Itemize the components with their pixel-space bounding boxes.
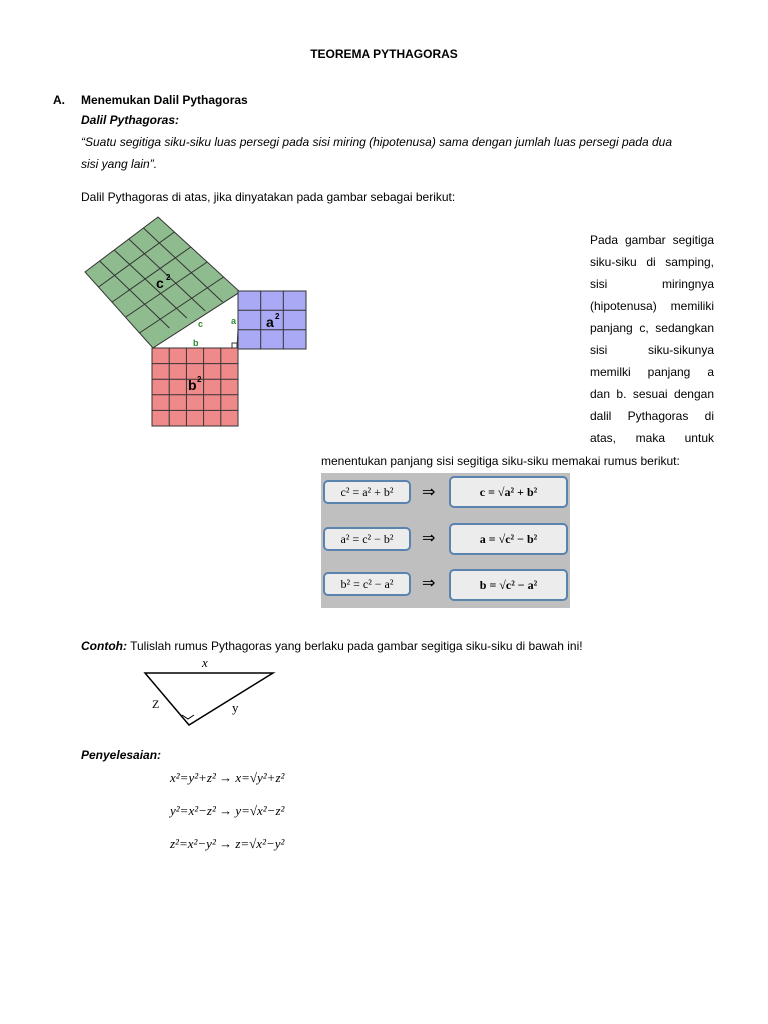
solution-equation-1: x²=y²+z² → x=√y²+z² xyxy=(170,770,285,785)
formula-left-3: b² = c² − a² xyxy=(323,572,411,596)
label-b2: b xyxy=(188,377,197,393)
side-line: memilki panjang a xyxy=(590,365,714,379)
example-label: Contoh: xyxy=(81,639,127,653)
side-line: (hipotenusa) memiliki xyxy=(590,299,714,313)
svg-text:2: 2 xyxy=(275,312,280,321)
solution-equation-3: z²=x²−y² → z=√x²−y² xyxy=(170,836,285,851)
formula-right-2: a = √c² − b² xyxy=(449,523,568,555)
solution-label: Penyelesaian: xyxy=(81,748,162,762)
quote-line-2: sisi yang lain”. xyxy=(81,157,158,171)
side-c-label: c xyxy=(198,319,204,329)
side-b-label: b xyxy=(193,338,199,348)
label-a2: a xyxy=(266,314,274,330)
side-a-label: a xyxy=(231,316,237,326)
formula-left-1: c² = a² + b² xyxy=(323,480,411,504)
formula-panel xyxy=(321,473,570,608)
label-x: x xyxy=(202,655,208,670)
side-text xyxy=(590,229,714,449)
formula-right-3: b = √c² − a² xyxy=(449,569,568,601)
implies-arrow-1: ⇒ xyxy=(422,482,436,501)
side-line: atas, maka untuk xyxy=(590,431,714,445)
formula-right-1: c = √a² + b² xyxy=(449,476,568,508)
pythagoras-figure xyxy=(80,212,315,432)
example-text: Tulislah rumus Pythagoras yang berlaku pada gambar segitiga siku-siku di bawah ini! xyxy=(126,639,583,653)
page-title: TEOREMA PYTHAGORAS xyxy=(310,47,458,61)
label-y: y xyxy=(232,700,239,715)
svg-text:2: 2 xyxy=(197,375,202,384)
side-line: panjang c, sedangkan xyxy=(590,321,714,335)
solution-equation-2: y²=x²−z² → y=√x²−z² xyxy=(170,803,285,818)
implies-arrow-2: ⇒ xyxy=(422,528,436,547)
intro-text: Dalil Pythagoras di atas, jika dinyatakan pada gambar sebagai berikut: xyxy=(81,190,456,204)
quote-line-1: “Suatu segitiga siku-siku luas persegi pada sisi miring (hipotenusa) sama dengan jumlah luas persegi pada dua xyxy=(81,135,673,149)
formula-left-2: a² = c² − b² xyxy=(323,527,411,551)
continue-text: menentukan panjang sisi segitiga siku-siku memakai rumus berikut: xyxy=(321,454,680,468)
side-line: sisi siku-sikunya xyxy=(590,343,714,357)
section-marker: A. xyxy=(53,93,65,107)
label-z: Z xyxy=(152,697,160,711)
side-line: dalil Pythagoras di xyxy=(590,409,714,423)
svg-text:2: 2 xyxy=(166,273,171,282)
example-triangle xyxy=(140,655,285,730)
label-c2: c xyxy=(156,275,164,291)
dalil-label: Dalil Pythagoras: xyxy=(81,113,180,127)
side-line: Pada gambar segitiga xyxy=(590,233,714,247)
side-line: sisi miringnya xyxy=(590,277,714,291)
section-heading: Menemukan Dalil Pythagoras xyxy=(81,93,248,107)
side-line: siku-siku di samping, xyxy=(590,255,714,269)
implies-arrow-3: ⇒ xyxy=(422,573,436,592)
example-prompt xyxy=(81,639,583,654)
side-line: dan b. sesuai dengan xyxy=(590,387,714,401)
